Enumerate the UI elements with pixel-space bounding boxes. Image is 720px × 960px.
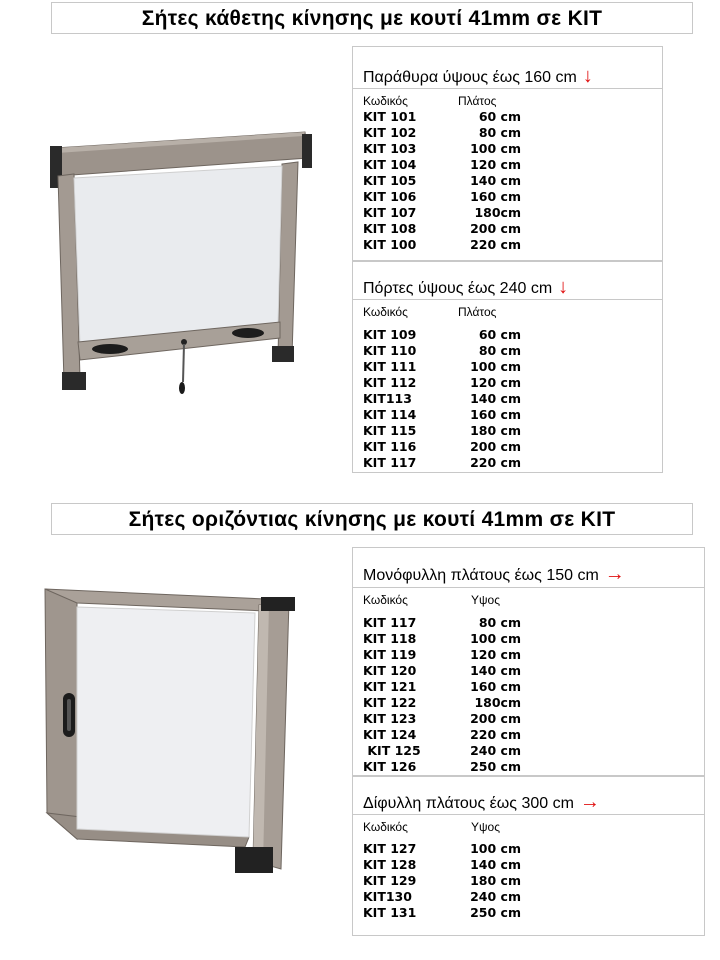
table-row xyxy=(363,905,521,921)
row-value: 180cm xyxy=(474,695,521,710)
row-code: KIT 114 xyxy=(363,407,417,422)
table-row xyxy=(363,391,521,407)
row-value: 120 cm xyxy=(470,375,521,390)
row-value: 240 cm xyxy=(470,889,521,904)
row-code: KIT 109 xyxy=(363,327,417,342)
table-row xyxy=(363,873,521,889)
row-value: 250 cm xyxy=(470,759,521,774)
row-code: KIT 119 xyxy=(363,647,417,662)
row-code: KIT 108 xyxy=(363,221,417,236)
col-header-width: Πλάτος xyxy=(458,94,497,108)
table-row xyxy=(363,205,521,221)
single-header-label: Μονόφυλλη πλάτους έως 150 cm xyxy=(363,567,599,584)
table-row xyxy=(363,359,521,375)
double-header-label: Δίφυλλη πλάτους έως 300 cm xyxy=(363,795,574,812)
section1-title: Σήτες κάθετης κίνησης με κουτί 41mm σε KIT xyxy=(51,2,693,34)
table-row xyxy=(363,759,521,775)
table-row xyxy=(363,663,521,679)
row-value: 100 cm xyxy=(470,841,521,856)
horizontal-screen-photo xyxy=(35,585,305,885)
row-value: 120 cm xyxy=(470,647,521,662)
table-row xyxy=(363,237,521,253)
row-value: 100 cm xyxy=(470,141,521,156)
row-code: KIT 111 xyxy=(363,359,417,374)
row-value: 60 cm xyxy=(478,109,521,124)
row-value: 140 cm xyxy=(470,663,521,678)
row-code: KIT 120 xyxy=(363,663,417,678)
row-code: KIT 122 xyxy=(363,695,417,710)
table-row xyxy=(363,857,521,873)
row-value: 80 cm xyxy=(478,343,521,358)
doors-table xyxy=(352,299,663,473)
row-code: KIT 126 xyxy=(363,759,417,774)
row-code: KIT 103 xyxy=(363,141,417,156)
row-value: 140 cm xyxy=(470,173,521,188)
row-value: 80 cm xyxy=(478,615,521,630)
windows-table xyxy=(352,88,663,261)
row-code: KIT 125 xyxy=(363,743,421,758)
row-code: KIT 110 xyxy=(363,343,417,358)
row-code: KIT 112 xyxy=(363,375,417,390)
row-code: KIT 121 xyxy=(363,679,417,694)
row-code: KIT 115 xyxy=(363,423,417,438)
row-value: 250 cm xyxy=(470,905,521,920)
table-row xyxy=(363,711,521,727)
row-value: 200 cm xyxy=(470,439,521,454)
col-header-height: Υψος xyxy=(471,593,501,607)
col-header-width: Πλάτος xyxy=(458,305,497,319)
row-code: KIT 106 xyxy=(363,189,417,204)
row-code: KIT 102 xyxy=(363,125,417,140)
arrow-right-icon: → xyxy=(604,563,625,585)
row-code: KIT 101 xyxy=(363,109,417,124)
vertical-screen-photo xyxy=(40,120,330,410)
row-code: KIT 117 xyxy=(363,455,417,470)
row-value: 160 cm xyxy=(470,407,521,422)
row-value: 60 cm xyxy=(478,327,521,342)
row-value: 80 cm xyxy=(478,125,521,140)
table-row xyxy=(363,407,521,423)
table-row xyxy=(363,439,521,455)
row-code: KIT 104 xyxy=(363,157,417,172)
col-header-code: Κωδικός xyxy=(363,593,408,607)
table-row xyxy=(363,727,521,743)
row-value: 220 cm xyxy=(470,455,521,470)
table-row xyxy=(363,375,521,391)
row-value: 220 cm xyxy=(470,237,521,252)
row-code: KIT 117 xyxy=(363,615,417,630)
table-row xyxy=(363,141,521,157)
row-value: 100 cm xyxy=(470,631,521,646)
table-row xyxy=(363,615,521,631)
table-row xyxy=(363,423,521,439)
table-row xyxy=(363,889,521,905)
section2-title: Σήτες οριζόντιας κίνησης με κουτί 41mm σε KIT xyxy=(51,503,693,535)
row-value: 120 cm xyxy=(470,157,521,172)
table-row xyxy=(363,157,521,173)
row-code: KIT130 xyxy=(363,889,412,904)
table-row xyxy=(363,221,521,237)
row-code: KIT 107 xyxy=(363,205,417,220)
row-value: 160 cm xyxy=(470,679,521,694)
row-code: KIT 131 xyxy=(363,905,417,920)
row-value: 180 cm xyxy=(470,423,521,438)
row-code: KIT 129 xyxy=(363,873,417,888)
table-row xyxy=(363,695,521,711)
windows-header xyxy=(352,46,663,88)
row-code: KIT 105 xyxy=(363,173,417,188)
row-value: 140 cm xyxy=(470,857,521,872)
table-row xyxy=(363,647,521,663)
row-code: KIT 118 xyxy=(363,631,417,646)
arrow-down-icon: ↓ xyxy=(582,65,593,87)
row-code: KIT113 xyxy=(363,391,412,406)
table-row xyxy=(363,679,521,695)
row-value: 180 cm xyxy=(470,873,521,888)
single-header xyxy=(352,547,705,587)
row-value: 180cm xyxy=(474,205,521,220)
table-row xyxy=(363,327,521,343)
doors-header xyxy=(352,261,663,299)
row-value: 140 cm xyxy=(470,391,521,406)
single-table xyxy=(352,587,705,776)
row-code: KIT 127 xyxy=(363,841,417,856)
table-row xyxy=(363,343,521,359)
row-value: 240 cm xyxy=(470,743,521,758)
table-row xyxy=(363,743,521,759)
table-row xyxy=(363,841,521,857)
col-header-code: Κωδικός xyxy=(363,94,408,108)
table-row xyxy=(363,125,521,141)
table-row xyxy=(363,109,521,125)
double-table xyxy=(352,814,705,936)
table-row xyxy=(363,455,521,471)
row-value: 200 cm xyxy=(470,221,521,236)
arrow-right-icon: → xyxy=(579,791,600,813)
table-row xyxy=(363,189,521,205)
col-header-height: Υψος xyxy=(471,820,501,834)
table-row xyxy=(363,631,521,647)
col-header-code: Κωδικός xyxy=(363,820,408,834)
windows-header-label: Παράθυρα ύψους έως 160 cm xyxy=(363,69,577,86)
doors-header-label: Πόρτες ύψους έως 240 cm xyxy=(363,280,553,297)
row-code: KIT 124 xyxy=(363,727,417,742)
col-header-code: Κωδικός xyxy=(363,305,408,319)
arrow-down-icon: ↓ xyxy=(558,276,569,298)
row-code: KIT 100 xyxy=(363,237,417,252)
row-code: KIT 116 xyxy=(363,439,417,454)
row-value: 200 cm xyxy=(470,711,521,726)
row-code: KIT 128 xyxy=(363,857,417,872)
row-value: 160 cm xyxy=(470,189,521,204)
row-code: KIT 123 xyxy=(363,711,417,726)
row-value: 100 cm xyxy=(470,359,521,374)
double-header xyxy=(352,776,705,814)
row-value: 220 cm xyxy=(470,727,521,742)
table-row xyxy=(363,173,521,189)
